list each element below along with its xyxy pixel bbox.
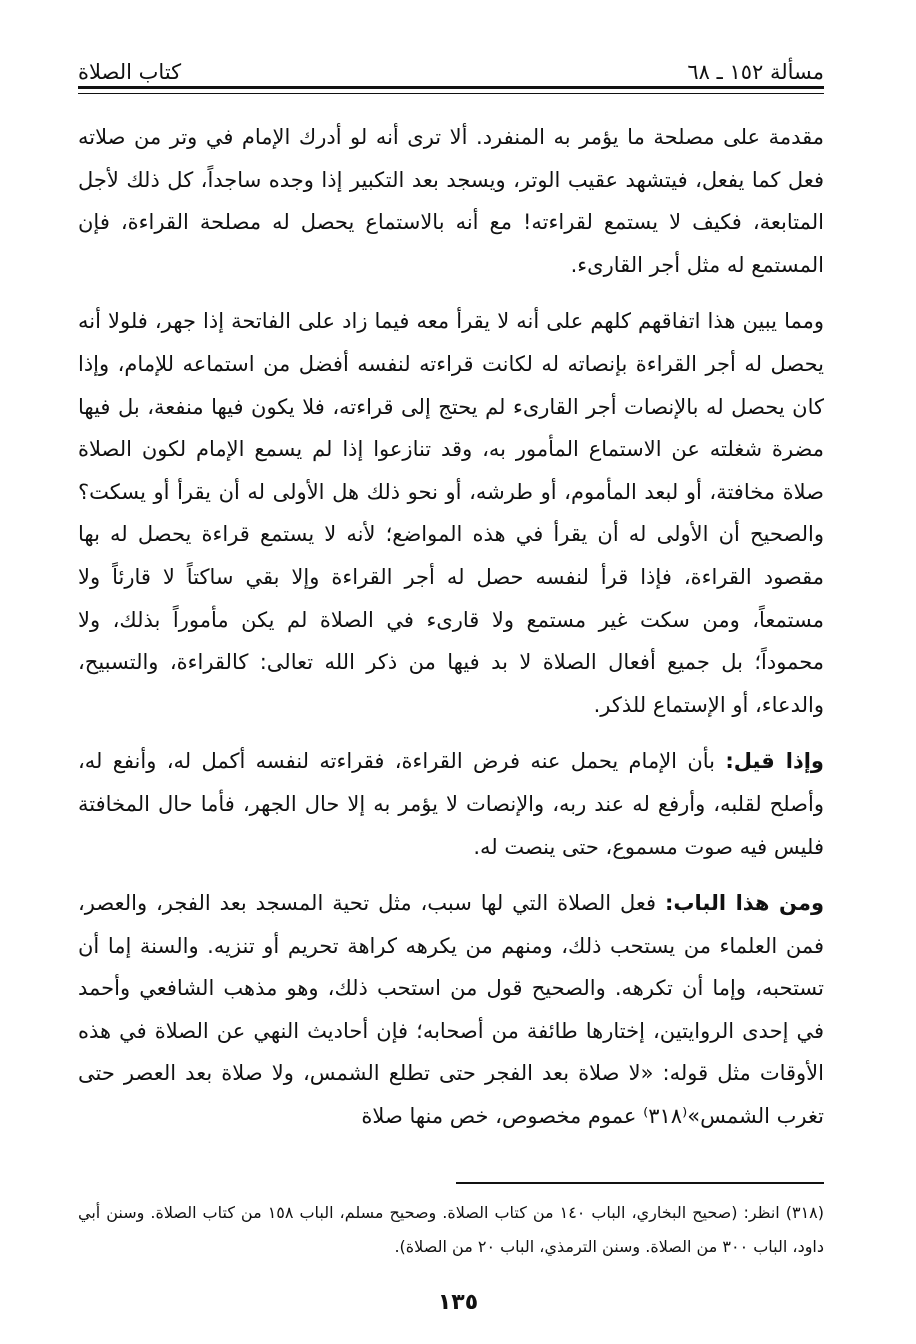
header-section-number: مسألة ١٥٢ ـ ٦٨ bbox=[687, 60, 824, 84]
header-book-title: كتاب الصلاة bbox=[78, 60, 182, 84]
footnote-318: (٣١٨) انظر: (صحيح البخاري، الباب ١٤٠ من كتاب الصلاة. وصحيح مسلم، الباب ١٥٨ من كتاب الصلاة. وسنن أبي داود، الباب ٣٠٠ من الصلاة. وسنن الترمذي، الباب ٢٠ من الصلاة). bbox=[78, 1203, 825, 1256]
paragraph-1 bbox=[78, 116, 824, 286]
footnote bbox=[78, 1196, 824, 1264]
paragraph-3 bbox=[78, 740, 824, 868]
header-rule-thin bbox=[78, 93, 824, 94]
header-rule-thick bbox=[78, 86, 824, 89]
paragraph-1-text: مقدمة على مصلحة ما يؤمر به المنفرد. ألا ترى أنه لو أدرك الإمام في وتر من صلاته فعل كما يفعل، فيتشهد عقيب الوتر، ويسجد بعد التكبير إذا وجده ساجداً، كل ذلك لأجل المتابعة، فكيف لا يستمع لقراءته! مع أنه بالاستماع يحصل له مصلحة القراءة، فإن المستمع له مثل أجر القارىء. bbox=[78, 125, 824, 277]
paragraph-3-lead: وإذا قيل: bbox=[725, 749, 824, 774]
paragraph-4 bbox=[78, 882, 824, 1138]
footnote-separator bbox=[456, 1182, 824, 1184]
running-header bbox=[78, 44, 824, 84]
paragraph-4-lead: ومن هذا الباب: bbox=[665, 891, 824, 916]
main-text bbox=[78, 116, 824, 1152]
paragraph-2 bbox=[78, 300, 824, 726]
paragraph-4-text: فعل الصلاة التي لها سبب، مثل تحية المسجد بعد الفجر، والعصر، فمن العلماء من يستحب ذلك، ومنهم من يكرهه كراهة تحريم أو تنزيه. والسنة إما أن تستحبه، وإما أن تكرهه. والصحيح قول من استحب ذلك، وهو مذهب الشافعي وأحمد في إحدى الروايتين، إختارها طائفة من أصحابه؛ فإن أحاديث النهي عن الصلاة في هذه الأوقات مثل قوله: «لا صلاة بعد الفجر حتى تطلع الشمس، ولا صلاة بعد العصر حتى تغرب الشمس»⁽٣١٨⁾ عموم مخصوص، خص منها صلاة bbox=[78, 891, 824, 1129]
page-number: ١٣٥ bbox=[437, 1290, 479, 1315]
paragraph-2-text: ومما يبين هذا اتفاقهم كلهم على أنه لا يقرأ معه فيما زاد على الفاتحة إذا جهر، فلولا أنه يحصل له أجر القراءة بإنصاته له لكانت قراءته لنفسه أفضل من استماعه للإمام، وإذا كان يحصل له بالإنصات أجر القارىء لم يحتج إلى قراءته، فلا يكون فيها منفعة، بل فيها مضرة شغلته عن الاستماع المأمور به، وقد تنازعوا إذا لم يسمع الإمام لكون الصلاة صلاة مخافتة، أو لبعد المأموم، أو طرشه، أو نحو ذلك هل الأولى له أن يقرأ أو يسكت؟ والصحيح أن الأولى له أن يقرأ في هذه المواضع؛ لأنه لا يستمع قراءة يحصل له بها مقصود القراءة، فإذا قرأ لنفسه حصل له أجر القراءة وإلا بقي ساكتاً لا قارئاً ولا مستمعاً، ومن سكت غير مستمع ولا قارىء في الصلاة لم يكن مأموراً بذلك، ولا محموداً؛ بل جميع أفعال الصلاة لا بد فيها من ذكر الله تعالى: كالقراءة، والتسبيح، والدعاء، أو الإستماع للذكر. bbox=[78, 309, 824, 717]
paragraph-3-text: بأن الإمام يحمل عنه فرض القراءة، فقراءته لنفسه أكمل له، وأنفع له، وأصلح لقلبه، وأرفع له عند ربه، والإنصات لا يؤمر به إلا حال الجهر، فأما حال المخافتة فليس فيه صوت مسموع، حتى ينصت له. bbox=[78, 749, 824, 859]
